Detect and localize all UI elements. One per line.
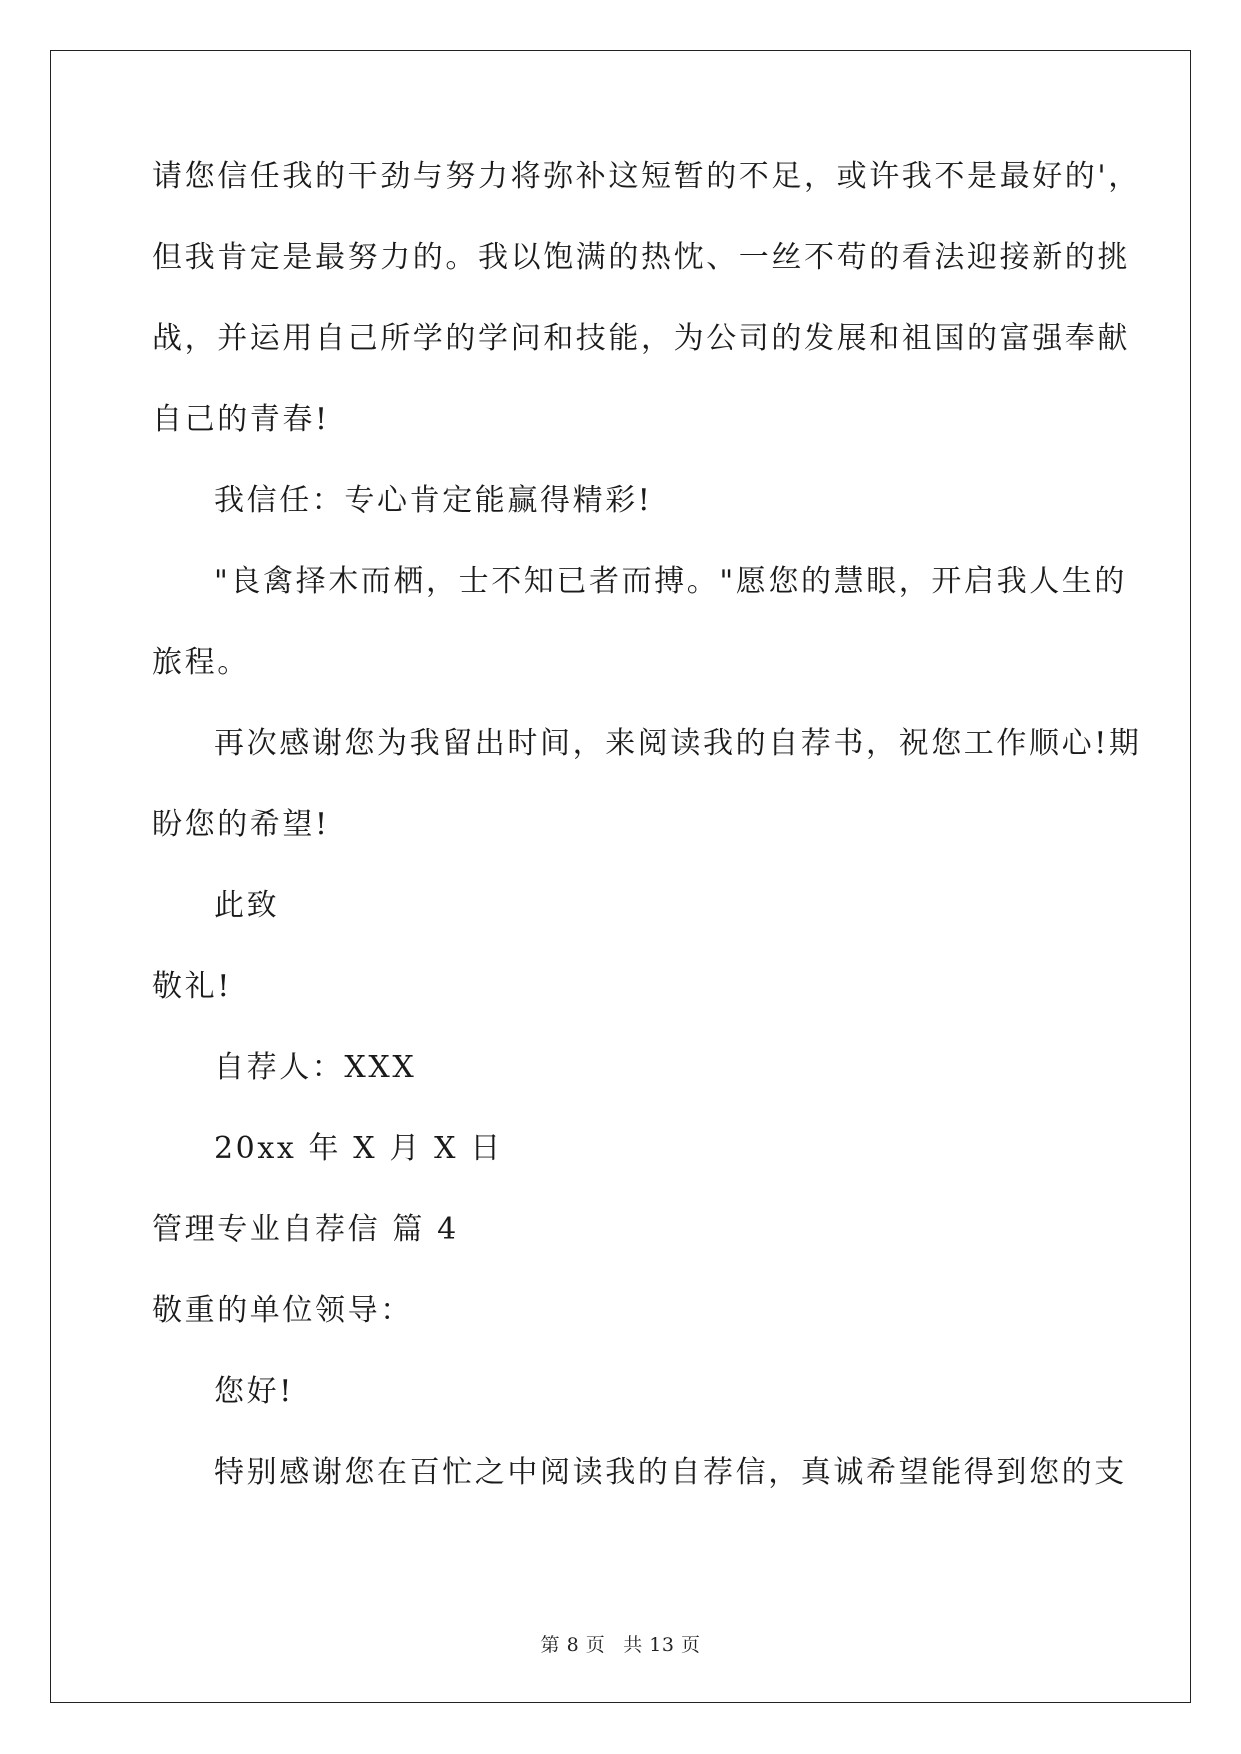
text-line: 请您信任我的干劲与努力将弥补这短暂的不足，或许我不是最好的'， <box>152 159 1141 194</box>
document-body <box>152 157 1142 1493</box>
greeting-hello: 您好! <box>214 1374 294 1409</box>
page-footer <box>0 1630 1241 1657</box>
date-line: 20xx 年 X 月 X 日 <box>214 1131 503 1166</box>
text-line: 但我肯定是最努力的。我以饱满的热忱、一丝不苟的看法迎接新的挑 <box>152 240 1130 275</box>
greeting-recipient: 敬重的单位领导： <box>152 1293 413 1328</box>
page-number-current: 第 8 页 <box>540 1634 606 1656</box>
text-line: "良禽择木而栖，士不知已者而搏。"愿您的慧眼，开启我人生的 <box>214 564 1127 599</box>
text-line: 我信任：专心肯定能赢得精彩! <box>214 483 653 518</box>
section-heading: 管理专业自荐信 篇 4 <box>152 1212 459 1247</box>
text-line: 盼您的希望! <box>152 807 330 842</box>
page-number-total: 共 13 页 <box>623 1634 701 1656</box>
text-line: 战，并运用自己所学的学问和技能，为公司的发展和祖国的富强奉献 <box>152 321 1130 356</box>
text-line: 特别感谢您在百忙之中阅读我的自荐信，真诚希望能得到您的支 <box>214 1455 1127 1490</box>
signature-line: 自荐人：XXX <box>214 1050 417 1085</box>
closing-salutation: 此致 <box>214 888 280 923</box>
closing-regards: 敬礼! <box>152 969 232 1004</box>
text-line: 旅程。 <box>152 645 250 680</box>
text-line: 自己的青春! <box>152 402 330 437</box>
text-line: 再次感谢您为我留出时间，来阅读我的自荐书，祝您工作顺心!期 <box>214 726 1142 761</box>
